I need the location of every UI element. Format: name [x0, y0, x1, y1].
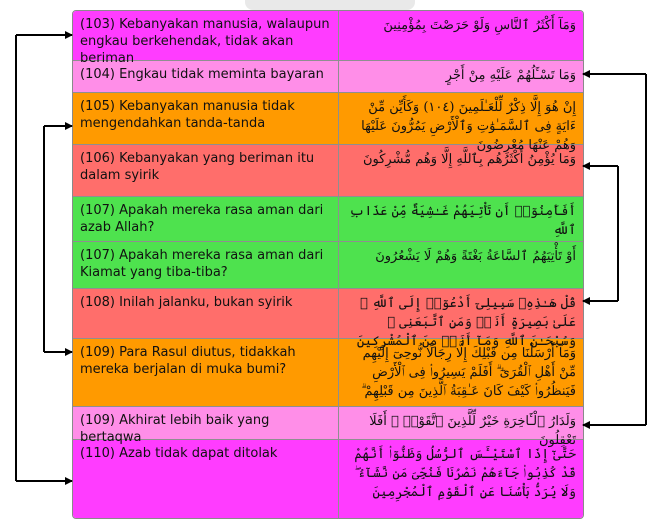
connector-105-109 — [44, 126, 72, 352]
arabic-verse: وَلَدَارُ ٱلْـَٔاخِرَةِ خَيْرٌ لِّلَّذِينَ ٱتَّقَوْا۟ ۗ أَفَلَا تَعْقِلُونَ — [369, 414, 576, 448]
malay-summary: (110) Azab tidak dapat ditolak — [73, 440, 339, 518]
malay-summary: (106) Kebanyakan yang beriman itu dalam syirik — [73, 145, 339, 196]
arabic-verse: قُلْ هَـٰذِهِۦ سَبِيلِىٓ أَدْعُوٓا۟ إِلَى ٱللَّهِ ۚ عَلَىٰ بَصِيرَةٍ أَنَا۠ وَمَنِ ٱتَّبَعَنِى ۖ وَسُبْحَـٰنَ ٱللَّهِ وَمَآ أَنَا۠ مِنَ ٱلْمُشْرِكِينَ — [356, 296, 576, 349]
malay-summary: (107) Apakah mereka rasa aman dari Kiamat yang tiba-tiba? — [73, 242, 339, 288]
malay-summary: (109) Akhirat lebih baik yang bertaqwa — [73, 407, 339, 439]
connector-106-108 — [583, 166, 618, 301]
arabic-verse: وَمَا تَسْـَٔلُهُمْ عَلَيْهِ مِنْ أَجْرٍ — [445, 68, 576, 83]
arabic-verse: أَوْ تَأْتِيَهُمُ ٱلسَّاعَةُ بَغْتَةً وَهُمْ لَا يَشْعُرُونَ — [375, 249, 576, 264]
malay-summary: (108) Inilah jalanku, bukan syirik — [73, 289, 339, 338]
malay-summary: (109) Para Rasul diutus, tidakkah mereka berjalan di muka bumi? — [73, 339, 339, 406]
arabic-verse: وَمَا يُؤْمِنُ أَكْثَرُهُم بِٱللَّهِ إِلَّا وَهُم مُّشْرِكُونَ — [362, 152, 576, 167]
malay-summary: (104) Engkau tidak meminta bayaran — [73, 61, 339, 92]
arabic-verse: وَمَآ أَرْسَلْنَا مِن قَبْلِكَ إِلَّا رِجَالًا نُّوحِىٓ إِلَيْهِم مِّنْ أَهْلِ ٱلْقُرَىٰٓ ۗ أَفَلَمْ يَسِيرُوا۟ فِى ٱلْأَرْضِ فَيَنظُرُوا۟ كَيْفَ كَانَ عَـٰقِبَةُ ٱلَّذِينَ مِن قَبْلِهِمْ ۗ — [361, 346, 576, 399]
malay-summary: (105) Kebanyakan manusia tidak mengendahkan tanda-tanda — [73, 93, 339, 144]
arabic-verse: حَتَّىٰٓ إِذَا ٱسْتَيْـَٔسَ ٱلرُّسُلُ وَظَنُّوٓا۟ أَنَّهُمْ قَدْ كُذِبُوا۟ جَآءَهُمْ نَصْرُنَا فَنُجِّىَ مَن نَّشَآءُ ۖ وَلَا يُرَدُّ بَأْسُنَا عَنِ ٱلْقَوْمِ ٱلْمُجْرِمِينَ — [354, 447, 576, 500]
malay-summary: (103) Kebanyakan manusia, walaupun engkau berkehendak, tidak akan beriman — [73, 11, 339, 60]
malay-summary: (107) Apakah mereka rasa aman dari azab Allah? — [73, 197, 339, 241]
arabic-verse: أَفَأَمِنُوٓا۟ أَن تَأْتِيَهُمْ غَـٰشِيَةٌ مِّنْ عَذَابِ ٱللَّهِ — [349, 204, 576, 238]
arabic-verse: وَمَآ أَكْثَرُ ٱلنَّاسِ وَلَوْ حَرَصْتَ بِمُؤْمِنِينَ — [383, 18, 576, 33]
connector-104-109 — [583, 74, 646, 425]
arabic-verse: إِنْ هُوَ إِلَّا ذِكْرٌ لِّلْعَـٰلَمِينَ (١٠٤) وَكَأَيِّن مِّنْ ءَايَةٍ فِى ٱلسَّمَـٰوَٰتِ وَٱلْأَرْضِ يَمُرُّونَ عَلَيْهَا وَهُمْ عَنْهَا مُعْرِضُونَ — [361, 100, 576, 153]
